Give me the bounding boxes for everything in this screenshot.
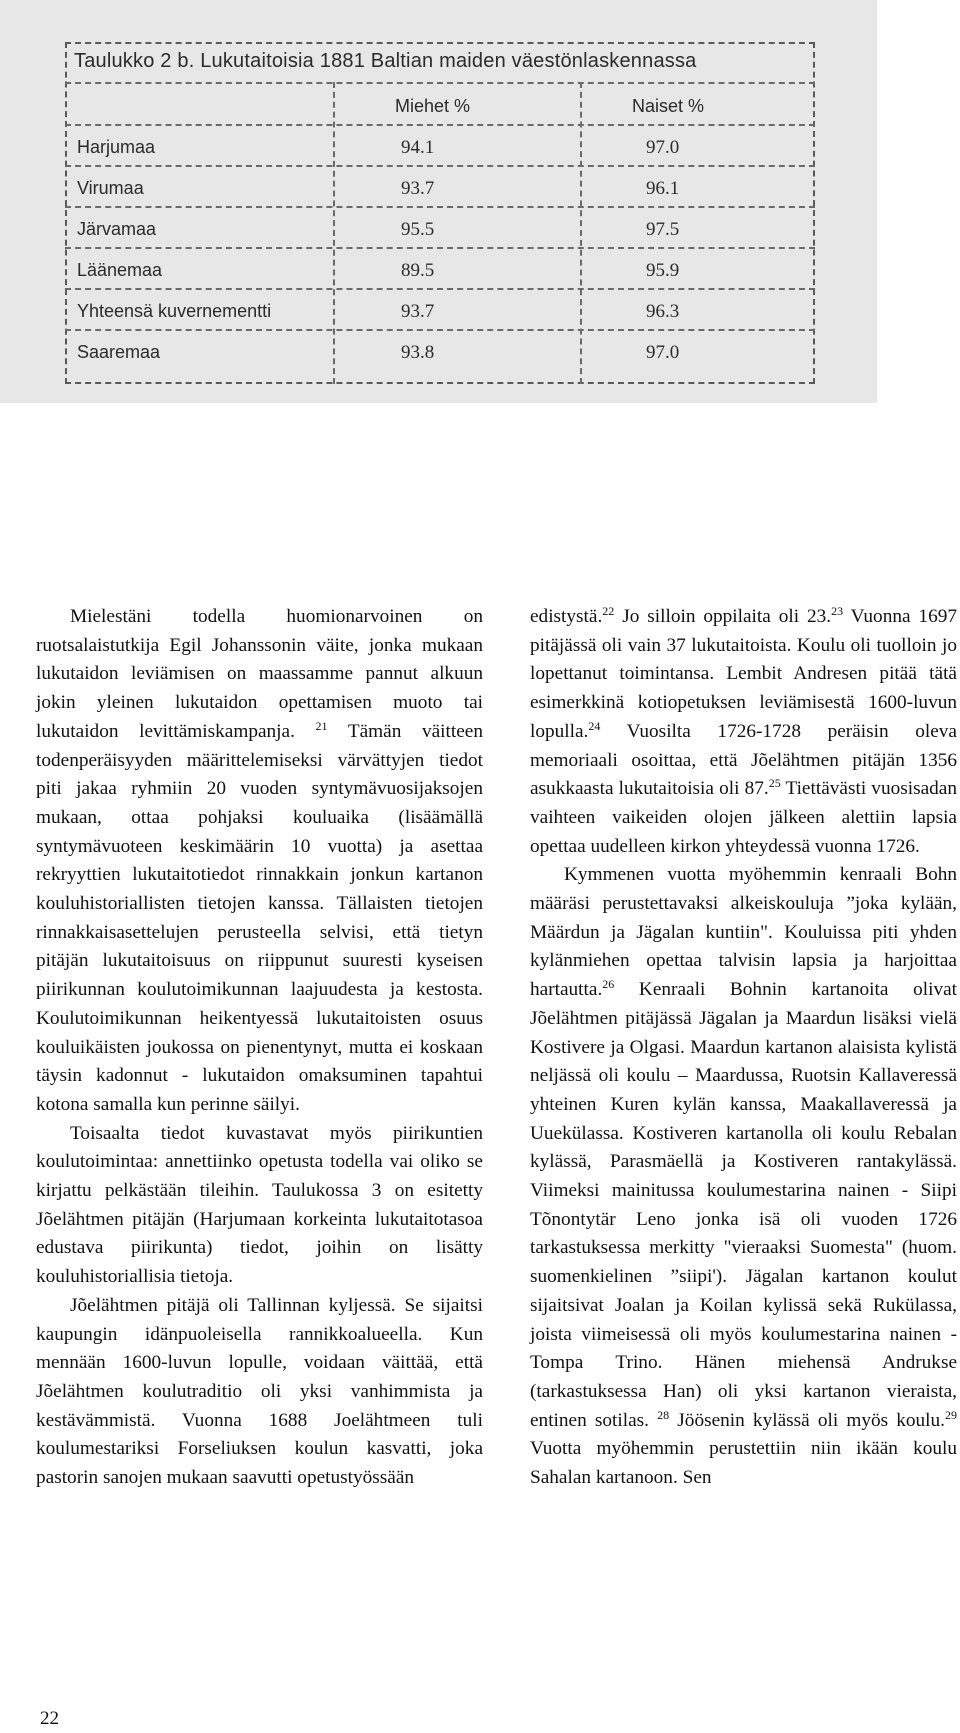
region-cell: Virumaa <box>77 178 144 198</box>
table-row <box>65 211 815 251</box>
footnote-ref: 24 <box>588 718 601 733</box>
women-cell: 97.0 <box>646 137 680 158</box>
header-men: Miehet % <box>395 96 471 116</box>
paragraph-text: Mielestäni todella huomionarvoinen on ruotsalaistutkija Egil Johanssonin väite, jonka mukaan lukutaidon leviämisen on maassamme pannut alkuun jokin yleinen lukutaidon opettamisen muoto tai lukutaidon levittämiskampanja. <box>36 606 483 742</box>
footnote-ref: 25 <box>768 776 781 791</box>
table-row <box>65 334 815 374</box>
paragraph-text: Jo silloin oppilaita oli 23. <box>614 606 832 627</box>
men-cell: 93.7 <box>401 178 435 199</box>
women-cell: 97.5 <box>646 219 680 240</box>
paragraph-text: Vuotta myöhemmin perustettiin niin ikään koulu Sahalan kartanoon. Sen <box>530 1438 957 1489</box>
table-row <box>65 129 815 169</box>
paragraph-text: Tämän väitteen todenperäisyyden määrittelemiseksi värvättyjen tiedot piti jakaa ryhmiin 20 vuoden syntymävuosijaksojen mukaan, ottaa pohjaksi kouluaika (lisäämällä syntymävuoteen keskimäärin 10 vuotta) ja asettaa rekryyttien lukutaitotiedot rinnakkain jonkun kartanon kouluhistoriallisten tietojen kanssa. Tällaisten tietojen rinnakkaisasettelujen perusteella selvisi, että tietyn pitäjän lukutaitoisuus on riippunut suuresti kyseisen piirikunnan koulutoimikunnan laajuudesta ja kestosta. Koulutoimikunnan heikentyessä lukutaitoisten osuus kouluikäisten joukossa on pienentynyt, mutta ei koskaan täysin kadonnut - lukutaidon omaksuminen tapahtui kotona samalla kun perinne säilyi. <box>36 720 483 1115</box>
men-cell: 89.5 <box>401 260 435 281</box>
women-cell: 97.0 <box>646 342 680 363</box>
region-cell: Läänemaa <box>77 260 163 280</box>
paragraph <box>530 861 957 1492</box>
paragraph <box>36 603 483 1120</box>
footnote-ref: 26 <box>602 977 615 992</box>
women-cell: 95.9 <box>646 260 680 281</box>
men-cell: 94.1 <box>401 137 435 158</box>
paragraph-text: Jöösenin kylässä oli myös koulu. <box>669 1409 945 1431</box>
paragraph <box>530 603 957 861</box>
paragraph-text: Kenraali Bohnin kartanoita olivat Jõelähtmen pitäjässä Jägalan ja Maardun lisäksi vielä Kostivere ja Olgasi. Maardun kartanon alaisista kylistä neljässä oli koulu – Maardussa, Ruotsin Kallaveressä yhteinen Kuren kylän kanssa, Maakallaveressä ja Uuekülassa. Kostiveren kartanolla oli koulu Rebalan kylässä, Parasmäellä ja Kostiveren rantakylässä. Viimeksi mainitussa koulumestarina nainen - Siipi Tõnontytär Leno jonka isä oli vuoden 1726 tarkastuksessa merkitty "vieraaksi Suomesta" (huom. suomenkielinen ”siipi'). Jägalan kartanon koulut sijaitsivat Joalan ja Koilan kylissä sekä Rukülassa, joista viimeisessä oli myös koulumestarina nainen - Tompa Trino. Hänen miehensä Andrukse (tarkastuksessa Han) oli yksi kartanon vieraista, entinen sotilas. <box>530 979 957 1431</box>
header-women: Naiset % <box>632 96 705 116</box>
left-text-column <box>36 603 483 1493</box>
paragraph-text: Vuosilta 1726-1728 peräisin oleva memoriaali osoittaa, että Jõelähtmen pitäjän 1356 asukkaasta lukutaitoisia oli 87. <box>530 720 957 800</box>
region-cell: Saaremaa <box>77 342 161 362</box>
page-number: 22 <box>40 1708 59 1729</box>
men-cell: 93.7 <box>401 301 435 322</box>
region-cell: Harjumaa <box>77 137 156 157</box>
region-cell: Järvamaa <box>77 219 157 239</box>
right-text-column <box>530 603 957 1493</box>
paragraph-text: Tiettävästi vuosisadan vaihteen vaikeiden olojen jälkeen alettiin lapsia opettaa uudelleen kirkon yhteydessä vuonna 1726. <box>530 778 957 857</box>
footnote-ref: 21 <box>315 718 328 733</box>
women-cell: 96.3 <box>646 301 680 322</box>
footnote-ref: 29 <box>945 1407 957 1422</box>
region-cell: Yhteensä kuvernementti <box>77 301 272 321</box>
women-cell: 96.1 <box>646 178 680 199</box>
footnote-ref: 22 <box>602 604 615 618</box>
scanned-table-image <box>0 0 877 403</box>
table-row <box>65 170 815 210</box>
paragraph-text: edistystä. <box>530 606 603 627</box>
men-cell: 95.5 <box>401 219 435 240</box>
table-header-row <box>65 88 815 128</box>
paragraph: Jõelähtmen pitäjä oli Tallinnan kyljessä. Se sijaitsi kaupungin idänpuoleisella rannikkoalueella. Kun mennään 1600-luvun lopulle, voidaan väittää, että Jõelähtmen koulutraditio oli yksi vanhimmista ja kestävämmistä. Vuonna 1688 Joelähtmeen tuli koulumestariksi Forseliuksen koulun kasvatti, joka pastorin sanojen mukaan saavutti opetustyössään <box>36 1294 483 1489</box>
table-rule <box>65 82 815 84</box>
footnote-ref: 23 <box>831 604 844 618</box>
paragraph-text: Vuonna 1697 pitäjässä oli vain 37 lukutaitoista. Koulu oli tuolloin jo lopettanut toimintansa. Lembit Andresen pitää tätä esimerkkinä kotiopetuksen leviämisestä 1600-luvun lopulla. <box>530 606 957 742</box>
men-cell: 93.8 <box>401 342 435 363</box>
table-caption: Taulukko 2 b. Lukutaitoisia 1881 Baltian maiden väestönlaskennassa <box>74 50 697 72</box>
paragraph-text: Kymmenen vuotta myöhemmin kenraali Bohn määräsi perustettavaksi alkeiskouluja ”joka kylään, Määrdun ja Jägalan kuntiin". Kouluissa piti yhden kylänmiehen opettaa talvisin lapsia ja harjoittaa hartautta. <box>530 864 957 1001</box>
paragraph: Toisaalta tiedot kuvastavat myös piirikuntien koulutoimintaa: annettiinko opetusta todella vai oliko se kirjattu pelkästään tileihin. Taulukossa 3 on esitetty Jõelähtmen pitäjän (Harjumaan korkeinta lukutaitotasoa edustava piirikunta) tiedot, joihin on lisätty kouluhistoriallisia tietoja. <box>36 1122 483 1288</box>
footnote-ref: 28 <box>657 1407 670 1422</box>
table-row <box>65 293 815 333</box>
table-row <box>65 252 815 292</box>
